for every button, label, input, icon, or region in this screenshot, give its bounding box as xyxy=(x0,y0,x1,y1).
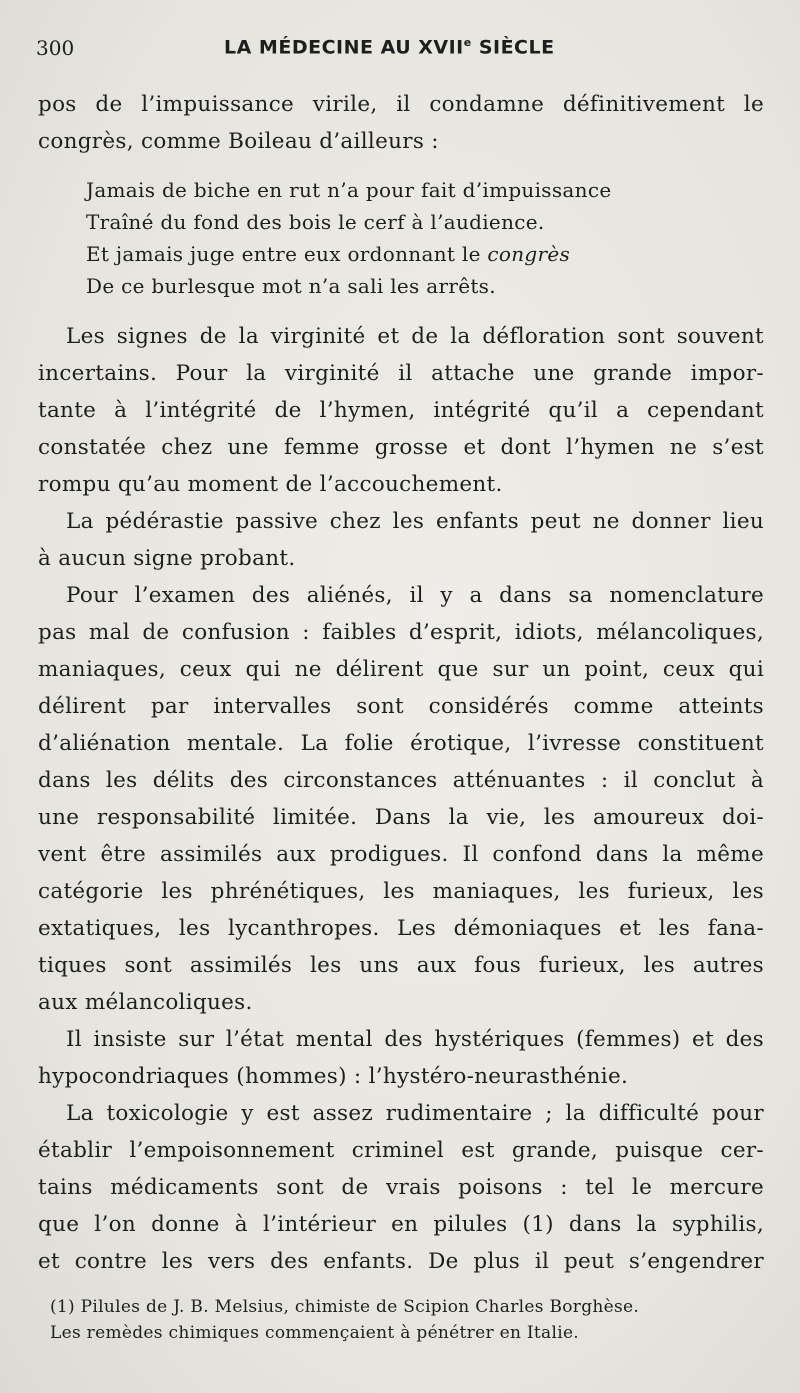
text-line: et contre les vers des enfants. De plus il peut s’engendrer xyxy=(38,1249,764,1274)
text-line: tante à l’intégrité de l’hymen, intégrité qu’il a cependant xyxy=(38,398,764,423)
text-line: tains médicaments sont de vrais poisons : tel le mercure xyxy=(38,1175,764,1200)
paragraph-alienes xyxy=(38,577,764,1021)
text-line: congrès, comme Boileau d’ailleurs : xyxy=(38,129,439,154)
text-line: extatiques, les lycanthropes. Les démoniaques et les fana- xyxy=(38,916,764,941)
paragraph-hysteriques xyxy=(38,1021,764,1095)
running-title: LA MÉDECINE AU XVIIe SIÈCLE xyxy=(224,36,555,59)
text-line: pas mal de confusion : faibles d’esprit, idiots, mélancoliques, xyxy=(38,620,764,645)
page-header xyxy=(36,36,766,66)
quoted-poem xyxy=(86,174,764,302)
text-line: que l’on donne à l’intérieur en pilules (1) dans la syphilis, xyxy=(38,1212,764,1237)
text-line: vent être assimilés aux prodigues. Il confond dans la même xyxy=(38,842,764,867)
text-line: maniaques, ceux qui ne délirent que sur un point, ceux qui xyxy=(38,657,764,682)
italic-word: congrès xyxy=(487,242,571,266)
text-line: Les signes de la virginité et de la défloration sont souvent xyxy=(66,324,764,349)
text-line: rompu qu’au moment de l’accouchement. xyxy=(38,472,503,497)
footnote-line: Les remèdes chimiques commençaient à pénétrer en Italie. xyxy=(50,1323,580,1343)
text-line: La pédérastie passive chez les enfants peut ne donner lieu xyxy=(66,509,764,534)
text-line: hypocondriaques (hommes) : l’hystéro-neurasthénie. xyxy=(38,1064,629,1089)
text-line: Il insiste sur l’état mental des hystériques (femmes) et des xyxy=(66,1027,764,1052)
page-number: 300 xyxy=(36,36,75,60)
poem-line: Jamais de biche en rut n’a pour fait d’impuissance xyxy=(86,178,612,202)
poem-line: Traîné du fond des bois le cerf à l’audience. xyxy=(86,210,545,234)
text-line: Pour l’examen des aliénés, il y a dans sa nomenclature xyxy=(66,583,764,608)
text-line: tiques sont assimilés les uns aux fous furieux, les autres xyxy=(38,953,764,978)
text-line: constatée chez une femme grosse et dont l’hymen ne s’est xyxy=(38,435,764,460)
body-text xyxy=(38,86,764,1280)
poem-line: Et jamais juge entre eux ordonnant le congrès xyxy=(86,242,571,266)
paragraph-virginite xyxy=(38,318,764,503)
paragraph-impuissance xyxy=(38,86,764,160)
paragraph-pederastie xyxy=(38,503,764,577)
text-line: catégorie les phrénétiques, les maniaques, les furieux, les xyxy=(38,879,764,904)
text-line: établir l’empoisonnement criminel est grande, puisque cer- xyxy=(38,1138,764,1163)
text-line: d’aliénation mentale. La folie érotique, l’ivresse constituent xyxy=(38,731,764,756)
text-line: à aucun signe probant. xyxy=(38,546,296,571)
text-line: incertains. Pour la virginité il attache une grande impor- xyxy=(38,361,764,386)
text-line: aux mélancoliques. xyxy=(38,990,253,1015)
text-line: pos de l’impuissance virile, il condamne définitivement le xyxy=(38,92,764,117)
text-line: délirent par intervalles sont considérés comme atteints xyxy=(38,694,764,719)
paragraph-toxicologie xyxy=(38,1095,764,1280)
footnote xyxy=(50,1294,770,1346)
text-line: une responsabilité limitée. Dans la vie, les amoureux doi- xyxy=(38,805,764,830)
text-line: La toxicologie y est assez rudimentaire ; la difficulté pour xyxy=(66,1101,764,1126)
text-line: dans les délits des circonstances atténuantes : il conclut à xyxy=(38,768,764,793)
poem-line: De ce burlesque mot n’a sali les arrêts. xyxy=(86,274,496,298)
footnote-line: (1) Pilules de J. B. Melsius, chimiste de Scipion Charles Borghèse. xyxy=(50,1297,640,1317)
